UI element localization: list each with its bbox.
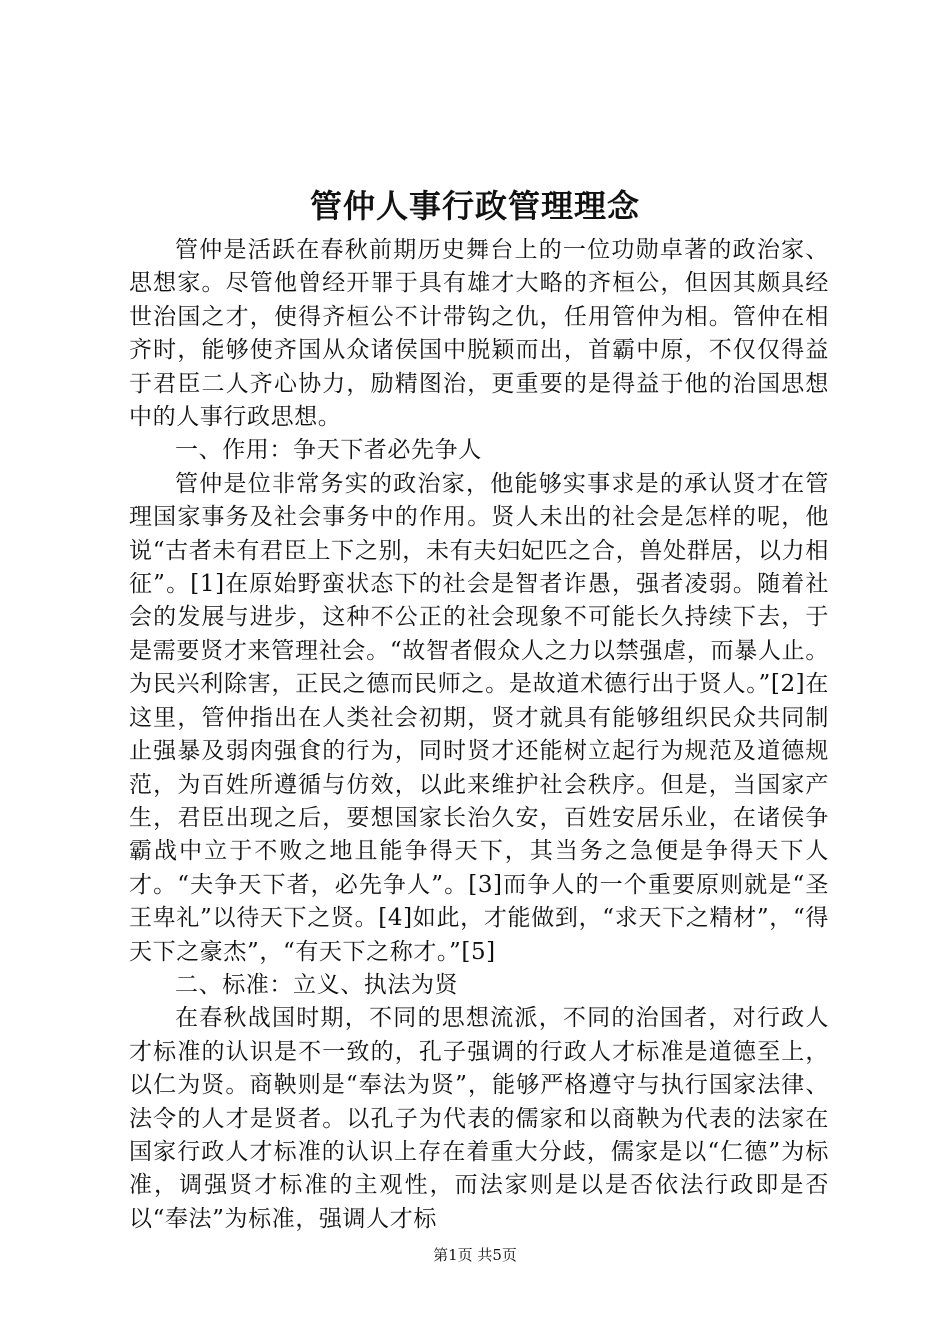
paragraph-intro: 管仲是活跃在春秋前期历史舞台上的一位功勋卓著的政治家、思想家。尽管他曾经开罪于具有雄才大略的齐桓公，但因其颇具经世治国之才，使得齐桓公不计带钩之仇，任用管仲为相。管仲在相齐时，能够使齐国从众诸侯国中脱颖而出，首霸中原，不仅仅得益于君臣二人齐心协力，励精图治，更重要的是得益于他的治国思想中的人事行政思想。 xyxy=(129,237,829,431)
document-body xyxy=(129,234,829,1236)
paragraph-section-2: 在春秋战国时期，不同的思想流派，不同的治国者，对行政人才标准的认识是不一致的，孔子强调的行政人才标准是道德至上，以仁为贤。商鞅则是“奉法为贤”，能够严格遵守与执行国家法律、法令的人才是贤者。以孔子为代表的儒家和以商鞅为代表的法家在国家行政人才标准的认识上存在着重大分歧，儒家是以“仁德”为标准，调强贤才标准的主观性，而法家则是以是否依法行政即是否以“奉法”为标准，强调人才标 xyxy=(129,1005,829,1232)
document-title: 管仲人事行政管理理念 xyxy=(309,187,640,225)
paragraph-section-1: 管仲是位非常务实的政治家，他能够实事求是的承认贤才在管理国家事务及社会事务中的作用。贤人未出的社会是怎样的呢，他说“古者未有君臣上下之别，未有夫妇妃匹之合，兽处群居，以力相征”。[1]在原始野蛮状态下的社会是智者诈愚，强者凌弱。随着社会的发展与进步，这种不公正的社会现象不可能长久持续下去，于是需要贤才来管理社会。“故智者假众人之力以禁强虐，而暴人止。为民兴利除害，正民之德而民师之。是故道术德行出于贤人。”[2]在这里，管仲指出在人类社会初期，贤才就具有能够组织民众共同制止强暴及弱肉强食的行为，同时贤才还能树立起行为规范及道德规范，为百姓所遵循与仿效，以此来维护社会秩序。但是，当国家产生，君臣出现之后，要想国家长治久安，百姓安居乐业，在诸侯争霸战中立于不败之地且能争得天下，其当务之急便是争得天下人才。“夫争天下者，必先争人”。[3]而争人的一个重要原则就是“圣王卑礼”以待天下之贤。[4]如此，才能做到，“求天下之精材”，“得天下之豪杰”，“有天下之称才。”[5] xyxy=(129,470,829,965)
page-number-footer: 第1页 共5页 xyxy=(433,1246,517,1264)
section-heading-1: 一、作用：争天下者必先争人 xyxy=(175,437,482,464)
section-heading-2: 二、标准：立义、执法为贤 xyxy=(175,971,459,998)
